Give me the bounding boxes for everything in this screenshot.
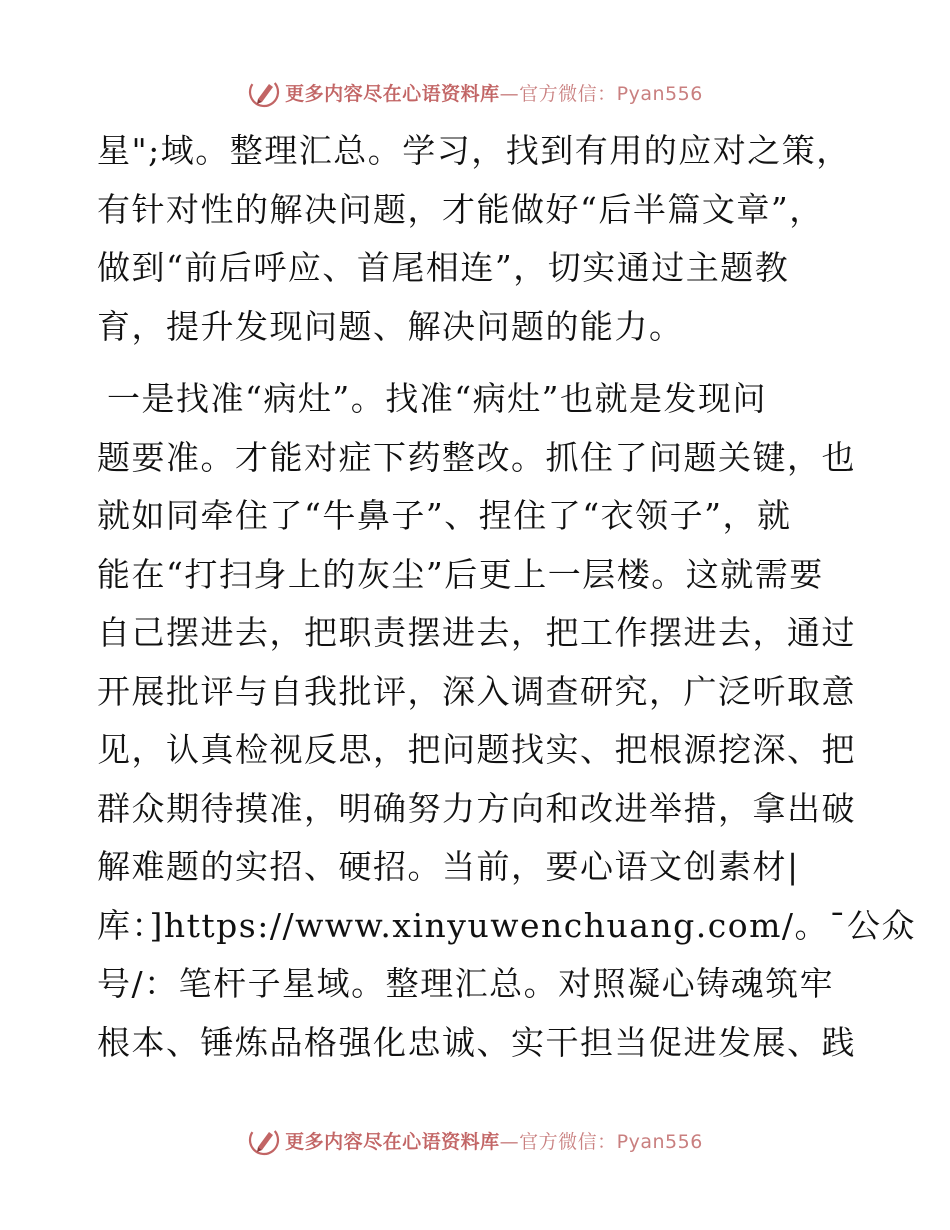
text-line: 有针对性的解决问题，才能做好“后半篇文章”， [97, 189, 824, 229]
watermark-text: 更多内容尽在心语资料库—官方微信：Pyan556 [285, 82, 703, 105]
text-line: 库：]https://www.xinyuwenchuang.com/。¯公众 [97, 905, 917, 945]
document-body [97, 122, 917, 1072]
text-line: 根本、锤炼品格强化忠诚、实干担当促进发展、践 [97, 1022, 856, 1062]
text-line: 自己摆进去，把职责摆进去，把工作摆进去，通过 [97, 613, 856, 652]
header-watermark [0, 72, 950, 112]
text-line: 解难题的实招、硬招。当前，要心语文创素材| [97, 847, 800, 886]
text-line: 星";域。整理汇总。学习，找到有用的应对之策， [97, 131, 851, 170]
pen-logo-icon [247, 1123, 281, 1157]
text-line: 一是找准“病灶”。找准“病灶”也就是发现问 [107, 379, 767, 418]
text-line: 能在“打扫身上的灰尘”后更上一层楼。这就需要 [97, 554, 824, 594]
text-line: 就如同牵住了“牛鼻子”、捏住了“衣领子”，就 [97, 496, 792, 535]
paragraph-1 [97, 122, 857, 356]
text-line: 育，提升发现问题、解决问题的能力。 [97, 306, 684, 346]
text-line: 见，认真检视反思，把问题找实、把根源挖深、把 [97, 730, 856, 769]
text-line: 题要准。才能对症下药整改。抓住了问题关键，也 [97, 437, 856, 477]
pen-logo-icon [247, 75, 281, 109]
paragraph-2 [97, 370, 917, 1072]
text-line: 号/：笔杆子星域。整理汇总。对照凝心铸魂筑牢 [97, 964, 835, 1003]
text-line: 做到“前后呼应、首尾相连”，切实通过主题教 [97, 248, 790, 287]
text-line: 开展批评与自我批评，深入调查研究，广泛听取意 [97, 671, 856, 711]
text-line: 群众期待摸准，明确努力方向和改进举措，拿出破 [97, 788, 856, 828]
footer-watermark [0, 1120, 950, 1160]
watermark-text: 更多内容尽在心语资料库—官方微信：Pyan556 [285, 1130, 703, 1153]
